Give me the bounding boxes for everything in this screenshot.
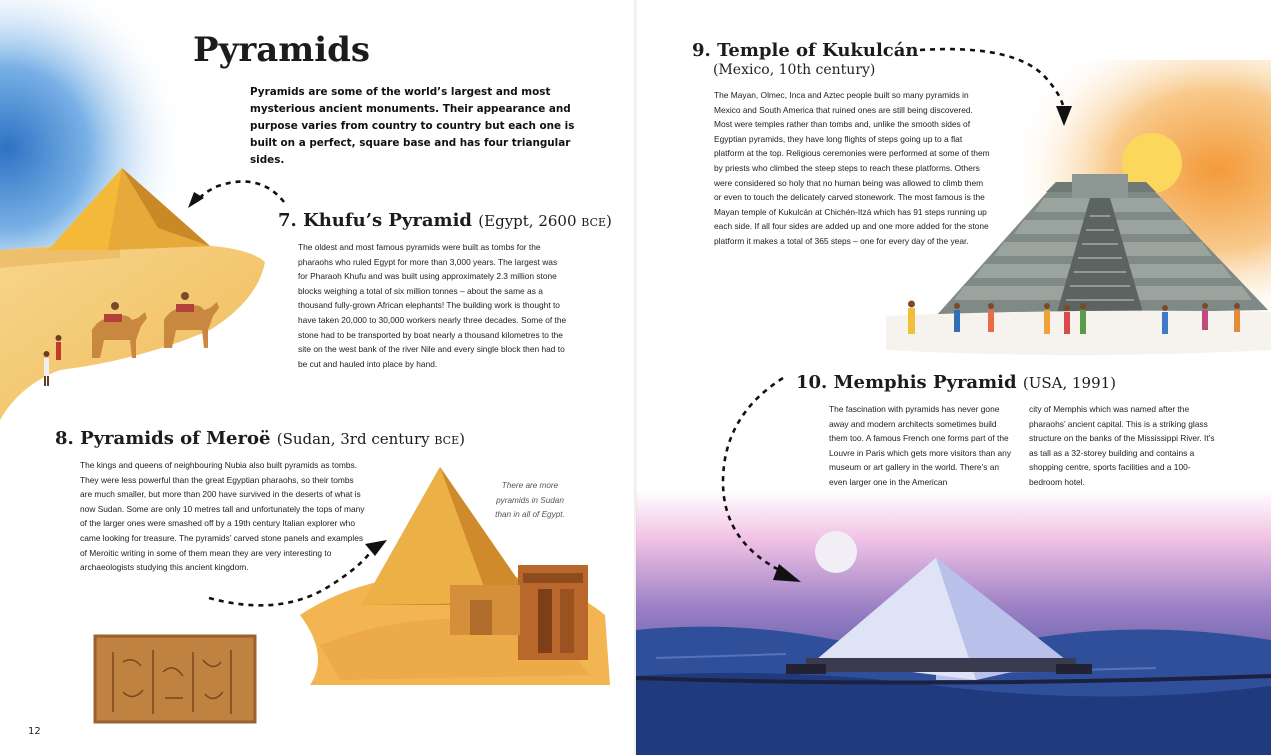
section-heading-khufu xyxy=(278,210,612,231)
memphis-body-text-col2: city of Memphis which was named after the pharaohs’ ancient capital. This is a striking glass structure on the banks of the Mississippi River. It’s as tall as a 32-storey building and contains a shopping centre, sports facilities and a 100-bedroom hotel. xyxy=(1029,404,1215,487)
section-location: (USA, 1991) xyxy=(1022,374,1117,392)
page-title: Pyramids xyxy=(193,30,371,70)
carved-stone-panel-illustration xyxy=(93,632,257,726)
memphis-body-text-col1: The fascination with pyramids has never gone away and modern architects sometimes build them too. A famous French one forms part of the Louvre in Paris which gets more visitors than any museum or art gallery in the world. There’s an even larger one in the American xyxy=(829,404,1012,487)
page-number: 12 xyxy=(28,726,41,737)
section-heading-memphis xyxy=(796,372,1116,393)
section-number: 8. xyxy=(55,428,74,449)
meroe-aside-note: There are more pyramids in Sudan than in all of Egypt. xyxy=(495,481,565,519)
intro-paragraph: Pyramids are some of the world’s largest and most mysterious ancient monuments. Their appearance and purpose varies from country to country but each one is built on a perfect, square base and has four triangular sides. xyxy=(250,86,575,166)
book-gutter xyxy=(634,0,638,755)
moon-icon xyxy=(815,531,857,573)
section-number: 10. xyxy=(796,372,828,393)
section-heading-meroe xyxy=(55,428,465,449)
kukulcan-subtitle: (Mexico, 10th century) xyxy=(713,62,876,78)
dashed-arrow-icon xyxy=(180,168,290,218)
khufu-body-text: The oldest and most famous pyramids were built as tombs for the pharaohs who ruled Egypt for more than 3,000 years. The largest was for Pharaoh Khufu and was built using approximately 2.3 million stone blocks weighing a total of six million tonnes – about the same as a thousand fully-grown African elephants! The building work is thought to have taken 20,000 to 30,000 workers nearly three decades. Some of the stone had to be transported by boat nearly a thousand kilometres to the site on the west bank of the river Nile and every single block then had to be cut and hauled into place by hand. xyxy=(298,242,567,369)
kukulcan-body-text: The Mayan, Olmec, Inca and Aztec people built so many pyramids in Mexico and South America that ruined ones are still being discovered. Most were temples rather than tombs and, unlike the smooth sides of Egyptian pyramids, they have long flights of steps going up to a flat platform at the top. Religious ceremonies were performed at some of them by priests who climbed the steep steps to reach these platforms. Others were considered so holy that no human being was allowed to climb them or even to touch the delicately carved stonework. The most famous is the Mayan temple of Kukulcán at Chichén-Itzá which has 91 steps running up each side. If all four sides are added up and one more added for the stone platform it makes a total of 365 steps – one for every day of the year. xyxy=(714,90,990,246)
section-name: Khufu’s Pyramid xyxy=(303,210,473,231)
section-name: Pyramids of Meroë xyxy=(80,428,271,449)
section-location: (Sudan, 3rd century BCE) xyxy=(276,430,465,448)
section-location: (Egypt, 2600 BCE) xyxy=(478,212,612,230)
section-number: 7. xyxy=(278,210,297,231)
right-page xyxy=(636,0,1271,755)
dashed-arrow-icon xyxy=(711,372,821,592)
section-name: Memphis Pyramid xyxy=(833,372,1017,393)
section-number: 9. xyxy=(692,40,711,61)
section-name: Temple of Kukulcán xyxy=(717,40,919,61)
section-heading-kukulcan xyxy=(692,40,919,61)
meroe-body-text: The kings and queens of neighbouring Nubia also built pyramids as tombs. They were less powerful than the great Egyptian pharaohs, so their tombs are much smaller, but more than 200 have survived in the deserts of what is now Sudan. Some are only 10 metres tall and unfortunately the tops of many of the larger ones were smashed off by a 19th century Italian explorer who came looking for treasure. The pyramids’ carved stone panels and examples of Meroitic writing in some of them mean they are very interesting to archaeologists studying this ancient kingdom. xyxy=(80,460,365,573)
